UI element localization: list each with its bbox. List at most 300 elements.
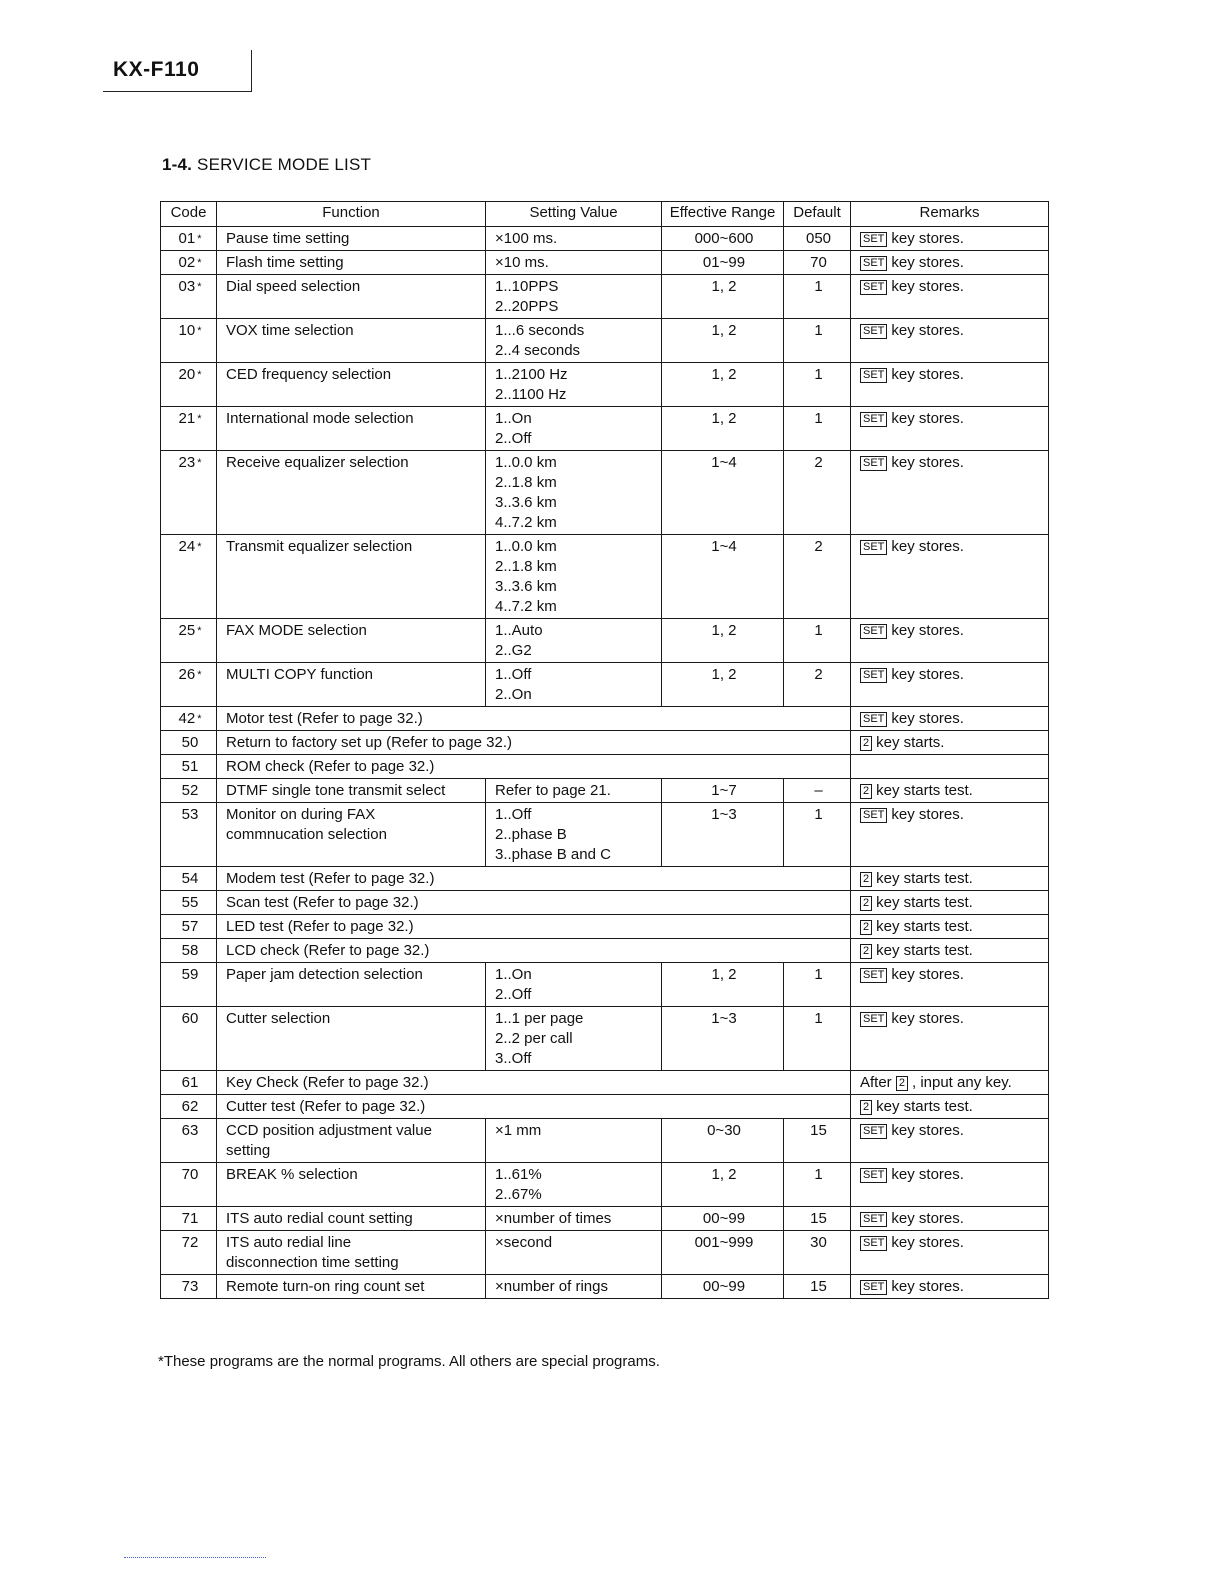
- setting-text: 2..67%: [495, 1186, 542, 1203]
- set-key-icon: SET: [860, 368, 887, 383]
- cell-remarks: [851, 963, 1049, 1007]
- table-row: [161, 963, 1049, 1007]
- cell-default: 1: [784, 363, 851, 407]
- set-key-icon: SET: [860, 968, 887, 983]
- setting-text: 2..4 seconds: [495, 342, 581, 359]
- cell-code: [161, 915, 217, 939]
- set-key-icon: SET: [860, 668, 887, 683]
- function-text: ROM check (Refer to page 32.): [226, 758, 435, 775]
- cell-remarks: [851, 1007, 1049, 1071]
- table-row: [161, 939, 1049, 963]
- normal-program-mark: *: [197, 713, 202, 725]
- cell-effective-range: 00~99: [662, 1275, 784, 1299]
- cell-code: [161, 707, 217, 731]
- cell-default: 1: [784, 963, 851, 1007]
- function-text: ITS auto redial count setting: [226, 1210, 413, 1227]
- remark-text: key starts test.: [876, 870, 973, 887]
- cell-remarks: [851, 1071, 1049, 1095]
- code-value: 73: [181, 1278, 199, 1295]
- code-value: 01: [178, 230, 196, 247]
- cell-effective-range: 1~7: [662, 779, 784, 803]
- table-row: [161, 319, 1049, 363]
- table-row: [161, 1119, 1049, 1163]
- cell-function: [217, 1071, 851, 1095]
- setting-text: ×10 ms.: [495, 254, 549, 271]
- function-text: Return to factory set up (Refer to page 32.): [226, 734, 512, 751]
- function-text: setting: [226, 1142, 271, 1159]
- function-text: International mode selection: [226, 410, 414, 427]
- function-text: LCD check (Refer to page 32.): [226, 942, 430, 959]
- setting-text: 3..3.6 km: [495, 578, 557, 595]
- set-key-icon: SET: [860, 1212, 887, 1227]
- cell-function: [217, 619, 486, 663]
- cell-code: [161, 891, 217, 915]
- code-value: 50: [181, 734, 199, 751]
- cell-function: [217, 731, 851, 755]
- cell-remarks: [851, 319, 1049, 363]
- cell-function: [217, 663, 486, 707]
- cell-setting-value: [486, 1231, 662, 1275]
- cell-function: [217, 939, 851, 963]
- function-text: Scan test (Refer to page 32.): [226, 894, 419, 911]
- function-text: Cutter test (Refer to page 32.): [226, 1098, 426, 1115]
- cell-remarks: [851, 407, 1049, 451]
- remark-text: key stores.: [891, 622, 964, 639]
- function-text: Pause time setting: [226, 230, 350, 247]
- set-key-icon: SET: [860, 624, 887, 639]
- cell-function: [217, 227, 486, 251]
- remark-text: key starts test.: [876, 1098, 973, 1115]
- table-row: [161, 663, 1049, 707]
- setting-text: 2..phase B: [495, 826, 567, 843]
- remark-text: key starts test.: [876, 942, 973, 959]
- cell-code: [161, 803, 217, 867]
- setting-text: 2..1100 Hz: [495, 386, 567, 403]
- cell-remarks: [851, 707, 1049, 731]
- set-key-icon: SET: [860, 808, 887, 823]
- remark-text: key stores.: [891, 322, 964, 339]
- remark-text: key stores.: [891, 454, 964, 471]
- cell-function: [217, 251, 486, 275]
- set-key-icon: SET: [860, 232, 887, 247]
- cell-function: [217, 963, 486, 1007]
- set-key-icon: SET: [860, 456, 887, 471]
- function-text: FAX MODE selection: [226, 622, 367, 639]
- service-mode-table: [160, 201, 1049, 1299]
- cell-default: 1: [784, 319, 851, 363]
- remark-text: , input any key.: [911, 1074, 1012, 1091]
- cell-remarks: [851, 363, 1049, 407]
- cell-setting-value: [486, 619, 662, 663]
- cell-function: [217, 1163, 486, 1207]
- cell-code: [161, 1275, 217, 1299]
- key-2-icon: 2: [860, 944, 872, 959]
- remark-text: key stores.: [891, 278, 964, 295]
- cell-code: [161, 319, 217, 363]
- cell-default: 70: [784, 251, 851, 275]
- cell-remarks: [851, 1095, 1049, 1119]
- table-row: [161, 867, 1049, 891]
- cell-effective-range: 1, 2: [662, 363, 784, 407]
- cell-remarks: [851, 1231, 1049, 1275]
- function-text: CED frequency selection: [226, 366, 392, 383]
- table-row: [161, 363, 1049, 407]
- code-value: 23: [178, 454, 196, 471]
- col-header-code: Code: [161, 202, 217, 227]
- table-row: [161, 251, 1049, 275]
- set-key-icon: SET: [860, 412, 887, 427]
- cell-code: [161, 1071, 217, 1095]
- remark-text: key starts test.: [876, 894, 973, 911]
- key-2-icon: 2: [896, 1076, 908, 1091]
- normal-program-mark: *: [197, 257, 202, 269]
- remark-text: key stores.: [891, 1234, 964, 1251]
- table-row: [161, 707, 1049, 731]
- setting-text: 3..phase B and C: [495, 846, 611, 863]
- setting-text: ×100 ms.: [495, 230, 558, 247]
- cell-effective-range: 001~999: [662, 1231, 784, 1275]
- cell-remarks: [851, 939, 1049, 963]
- section-title: [162, 155, 371, 175]
- code-value: 72: [181, 1234, 199, 1251]
- code-value: 42: [178, 710, 196, 727]
- code-value: 60: [181, 1010, 199, 1027]
- cell-effective-range: 1~4: [662, 451, 784, 535]
- key-2-icon: 2: [860, 872, 872, 887]
- table-body: [161, 227, 1049, 1299]
- cell-code: [161, 867, 217, 891]
- remark-text: key stores.: [891, 254, 964, 271]
- key-2-icon: 2: [860, 920, 872, 935]
- code-value: 71: [181, 1210, 199, 1227]
- function-text: Remote turn-on ring count set: [226, 1278, 425, 1295]
- col-header-remarks: Remarks: [851, 202, 1049, 227]
- cell-default: 1: [784, 803, 851, 867]
- remark-prefix: After: [860, 1074, 892, 1091]
- normal-program-mark: *: [197, 625, 202, 637]
- cell-function: [217, 363, 486, 407]
- col-header-setting-value: Setting Value: [486, 202, 662, 227]
- cell-code: [161, 227, 217, 251]
- set-key-icon: SET: [860, 324, 887, 339]
- cell-code: [161, 619, 217, 663]
- cell-code: [161, 1207, 217, 1231]
- table-row: [161, 535, 1049, 619]
- cell-function: [217, 535, 486, 619]
- model-underline: [103, 91, 252, 92]
- remark-text: key stores.: [891, 806, 964, 823]
- function-text: MULTI COPY function: [226, 666, 373, 683]
- cell-function: [217, 1275, 486, 1299]
- function-text: BREAK % selection: [226, 1166, 358, 1183]
- cell-setting-value: [486, 803, 662, 867]
- section-number: 1-4.: [162, 155, 193, 174]
- function-text: Paper jam detection selection: [226, 966, 423, 983]
- cell-remarks: [851, 1207, 1049, 1231]
- cell-function: [217, 1095, 851, 1119]
- cell-remarks: [851, 755, 1049, 779]
- set-key-icon: SET: [860, 1012, 887, 1027]
- cell-setting-value: [486, 275, 662, 319]
- cell-function: [217, 891, 851, 915]
- code-value: 52: [181, 782, 199, 799]
- cell-default: 1: [784, 1007, 851, 1071]
- cell-effective-range: 1~4: [662, 535, 784, 619]
- cell-setting-value: [486, 535, 662, 619]
- cell-code: [161, 1095, 217, 1119]
- setting-text: 2..20PPS: [495, 298, 559, 315]
- cell-setting-value: [486, 963, 662, 1007]
- setting-text: Refer to page 21.: [495, 782, 611, 799]
- bottom-rule: [124, 1557, 266, 1558]
- code-value: 63: [181, 1122, 199, 1139]
- code-value: 51: [181, 758, 199, 775]
- code-value: 61: [181, 1074, 199, 1091]
- code-value: 26: [178, 666, 196, 683]
- function-text: Flash time setting: [226, 254, 344, 271]
- cell-remarks: [851, 867, 1049, 891]
- setting-text: 1..2100 Hz: [495, 366, 568, 383]
- col-header-effective-range: Effective Range: [662, 202, 784, 227]
- normal-program-mark: *: [197, 369, 202, 381]
- col-header-default: Default: [784, 202, 851, 227]
- setting-text: 3..3.6 km: [495, 494, 557, 511]
- cell-remarks: [851, 779, 1049, 803]
- cell-function: [217, 451, 486, 535]
- setting-text: 2..On: [495, 686, 532, 703]
- setting-text: 1...6 seconds: [495, 322, 585, 339]
- cell-remarks: [851, 451, 1049, 535]
- table-row: [161, 755, 1049, 779]
- table-row: [161, 1275, 1049, 1299]
- table-row: [161, 451, 1049, 535]
- cell-remarks: [851, 251, 1049, 275]
- cell-default: 050: [784, 227, 851, 251]
- cell-code: [161, 363, 217, 407]
- setting-text: 1..0.0 km: [495, 538, 557, 555]
- remark-text: key stores.: [891, 410, 964, 427]
- cell-effective-range: 1, 2: [662, 663, 784, 707]
- function-text: Receive equalizer selection: [226, 454, 409, 471]
- setting-text: ×second: [495, 1234, 553, 1251]
- setting-text: 1..Auto: [495, 622, 543, 639]
- function-text: commnucation selection: [226, 826, 387, 843]
- table-row: [161, 803, 1049, 867]
- set-key-icon: SET: [860, 712, 887, 727]
- table-row: [161, 227, 1049, 251]
- function-text: DTMF single tone transmit select: [226, 782, 446, 799]
- cell-effective-range: 1, 2: [662, 319, 784, 363]
- model-divider: [251, 50, 252, 92]
- function-text: disconnection time setting: [226, 1254, 399, 1271]
- set-key-icon: SET: [860, 1280, 887, 1295]
- cell-setting-value: [486, 251, 662, 275]
- table-row: [161, 915, 1049, 939]
- code-value: 53: [181, 806, 199, 823]
- setting-text: ×1 mm: [495, 1122, 542, 1139]
- cell-function: [217, 1119, 486, 1163]
- set-key-icon: SET: [860, 1168, 887, 1183]
- cell-function: [217, 1231, 486, 1275]
- remark-text: key starts.: [876, 734, 945, 751]
- cell-remarks: [851, 803, 1049, 867]
- table-row: [161, 619, 1049, 663]
- cell-function: [217, 779, 486, 803]
- table-row: [161, 1095, 1049, 1119]
- function-text: ITS auto redial line: [226, 1234, 352, 1251]
- cell-effective-range: 01~99: [662, 251, 784, 275]
- code-value: 62: [181, 1098, 199, 1115]
- cell-remarks: [851, 663, 1049, 707]
- cell-remarks: [851, 227, 1049, 251]
- remark-text: key stores.: [891, 1122, 964, 1139]
- normal-program-mark: *: [197, 281, 202, 293]
- cell-code: [161, 755, 217, 779]
- table-row: [161, 891, 1049, 915]
- cell-setting-value: [486, 319, 662, 363]
- remark-text: key starts test.: [876, 782, 973, 799]
- footnote: *These programs are the normal programs. All others are special programs.: [158, 1353, 660, 1370]
- function-text: VOX time selection: [226, 322, 354, 339]
- table-header-row: [161, 202, 1049, 227]
- remark-text: key stores.: [891, 1166, 964, 1183]
- cell-setting-value: [486, 1163, 662, 1207]
- cell-effective-range: 000~600: [662, 227, 784, 251]
- code-value: 57: [181, 918, 199, 935]
- cell-code: [161, 963, 217, 1007]
- cell-code: [161, 1119, 217, 1163]
- cell-setting-value: [486, 779, 662, 803]
- normal-program-mark: *: [197, 541, 202, 553]
- remark-text: key stores.: [891, 666, 964, 683]
- cell-setting-value: [486, 1007, 662, 1071]
- setting-text: 2..Off: [495, 430, 532, 447]
- cell-function: [217, 319, 486, 363]
- cell-default: 30: [784, 1231, 851, 1275]
- cell-function: [217, 867, 851, 891]
- function-text: Transmit equalizer selection: [226, 538, 413, 555]
- set-key-icon: SET: [860, 280, 887, 295]
- code-value: 54: [181, 870, 199, 887]
- function-text: Monitor on during FAX: [226, 806, 376, 823]
- remark-text: key stores.: [891, 1278, 964, 1295]
- cell-code: [161, 939, 217, 963]
- setting-text: 1..Off: [495, 806, 532, 823]
- cell-effective-range: 1, 2: [662, 1163, 784, 1207]
- col-header-function: Function: [217, 202, 486, 227]
- remark-text: key stores.: [891, 1010, 964, 1027]
- cell-default: 15: [784, 1275, 851, 1299]
- cell-code: [161, 663, 217, 707]
- cell-default: 15: [784, 1207, 851, 1231]
- function-text: Key Check (Refer to page 32.): [226, 1074, 429, 1091]
- table-row: [161, 1007, 1049, 1071]
- cell-default: –: [784, 779, 851, 803]
- set-key-icon: SET: [860, 1236, 887, 1251]
- setting-text: 1..0.0 km: [495, 454, 557, 471]
- cell-effective-range: 1, 2: [662, 407, 784, 451]
- setting-text: 3..Off: [495, 1050, 532, 1067]
- code-value: 25: [178, 622, 196, 639]
- cell-function: [217, 915, 851, 939]
- code-value: 03: [178, 278, 196, 295]
- setting-text: 2..2 per call: [495, 1030, 573, 1047]
- setting-text: ×number of times: [495, 1210, 612, 1227]
- table-row: [161, 1163, 1049, 1207]
- cell-code: [161, 535, 217, 619]
- cell-function: [217, 275, 486, 319]
- cell-function: [217, 407, 486, 451]
- function-text: CCD position adjustment value: [226, 1122, 432, 1139]
- cell-remarks: [851, 915, 1049, 939]
- setting-text: 1..1 per page: [495, 1010, 584, 1027]
- cell-setting-value: [486, 1207, 662, 1231]
- normal-program-mark: *: [197, 233, 202, 245]
- setting-text: 1..Off: [495, 666, 532, 683]
- cell-code: [161, 1007, 217, 1071]
- cell-function: [217, 707, 851, 731]
- cell-setting-value: [486, 663, 662, 707]
- remark-text: key stores.: [891, 1210, 964, 1227]
- cell-code: [161, 251, 217, 275]
- set-key-icon: SET: [860, 1124, 887, 1139]
- setting-text: 1..On: [495, 410, 532, 427]
- table-row: [161, 1207, 1049, 1231]
- cell-remarks: [851, 535, 1049, 619]
- remark-text: key starts test.: [876, 918, 973, 935]
- key-2-icon: 2: [860, 896, 872, 911]
- normal-program-mark: *: [197, 669, 202, 681]
- cell-default: 1: [784, 1163, 851, 1207]
- function-text: Motor test (Refer to page 32.): [226, 710, 423, 727]
- cell-setting-value: [486, 451, 662, 535]
- cell-default: 2: [784, 663, 851, 707]
- cell-effective-range: 1, 2: [662, 963, 784, 1007]
- setting-text: 4..7.2 km: [495, 514, 557, 531]
- setting-text: 1..On: [495, 966, 532, 983]
- cell-setting-value: [486, 1119, 662, 1163]
- setting-text: 2..Off: [495, 986, 532, 1003]
- cell-effective-range: 0~30: [662, 1119, 784, 1163]
- code-value: 55: [181, 894, 199, 911]
- key-2-icon: 2: [860, 736, 872, 751]
- code-value: 59: [181, 966, 199, 983]
- cell-code: [161, 451, 217, 535]
- cell-default: 1: [784, 275, 851, 319]
- cell-code: [161, 407, 217, 451]
- cell-default: 2: [784, 451, 851, 535]
- cell-setting-value: [486, 227, 662, 251]
- cell-function: [217, 1007, 486, 1071]
- setting-text: ×number of rings: [495, 1278, 608, 1295]
- normal-program-mark: *: [197, 457, 202, 469]
- cell-remarks: [851, 1163, 1049, 1207]
- normal-program-mark: *: [197, 413, 202, 425]
- cell-remarks: [851, 275, 1049, 319]
- code-value: 02: [178, 254, 196, 271]
- code-value: 24: [178, 538, 196, 555]
- function-text: Cutter selection: [226, 1010, 331, 1027]
- cell-effective-range: 00~99: [662, 1207, 784, 1231]
- code-value: 10: [178, 322, 196, 339]
- remark-text: key stores.: [891, 710, 964, 727]
- code-value: 70: [181, 1166, 199, 1183]
- table-row: [161, 779, 1049, 803]
- cell-default: 2: [784, 535, 851, 619]
- table-row: [161, 407, 1049, 451]
- cell-code: [161, 1231, 217, 1275]
- function-text: Dial speed selection: [226, 278, 361, 295]
